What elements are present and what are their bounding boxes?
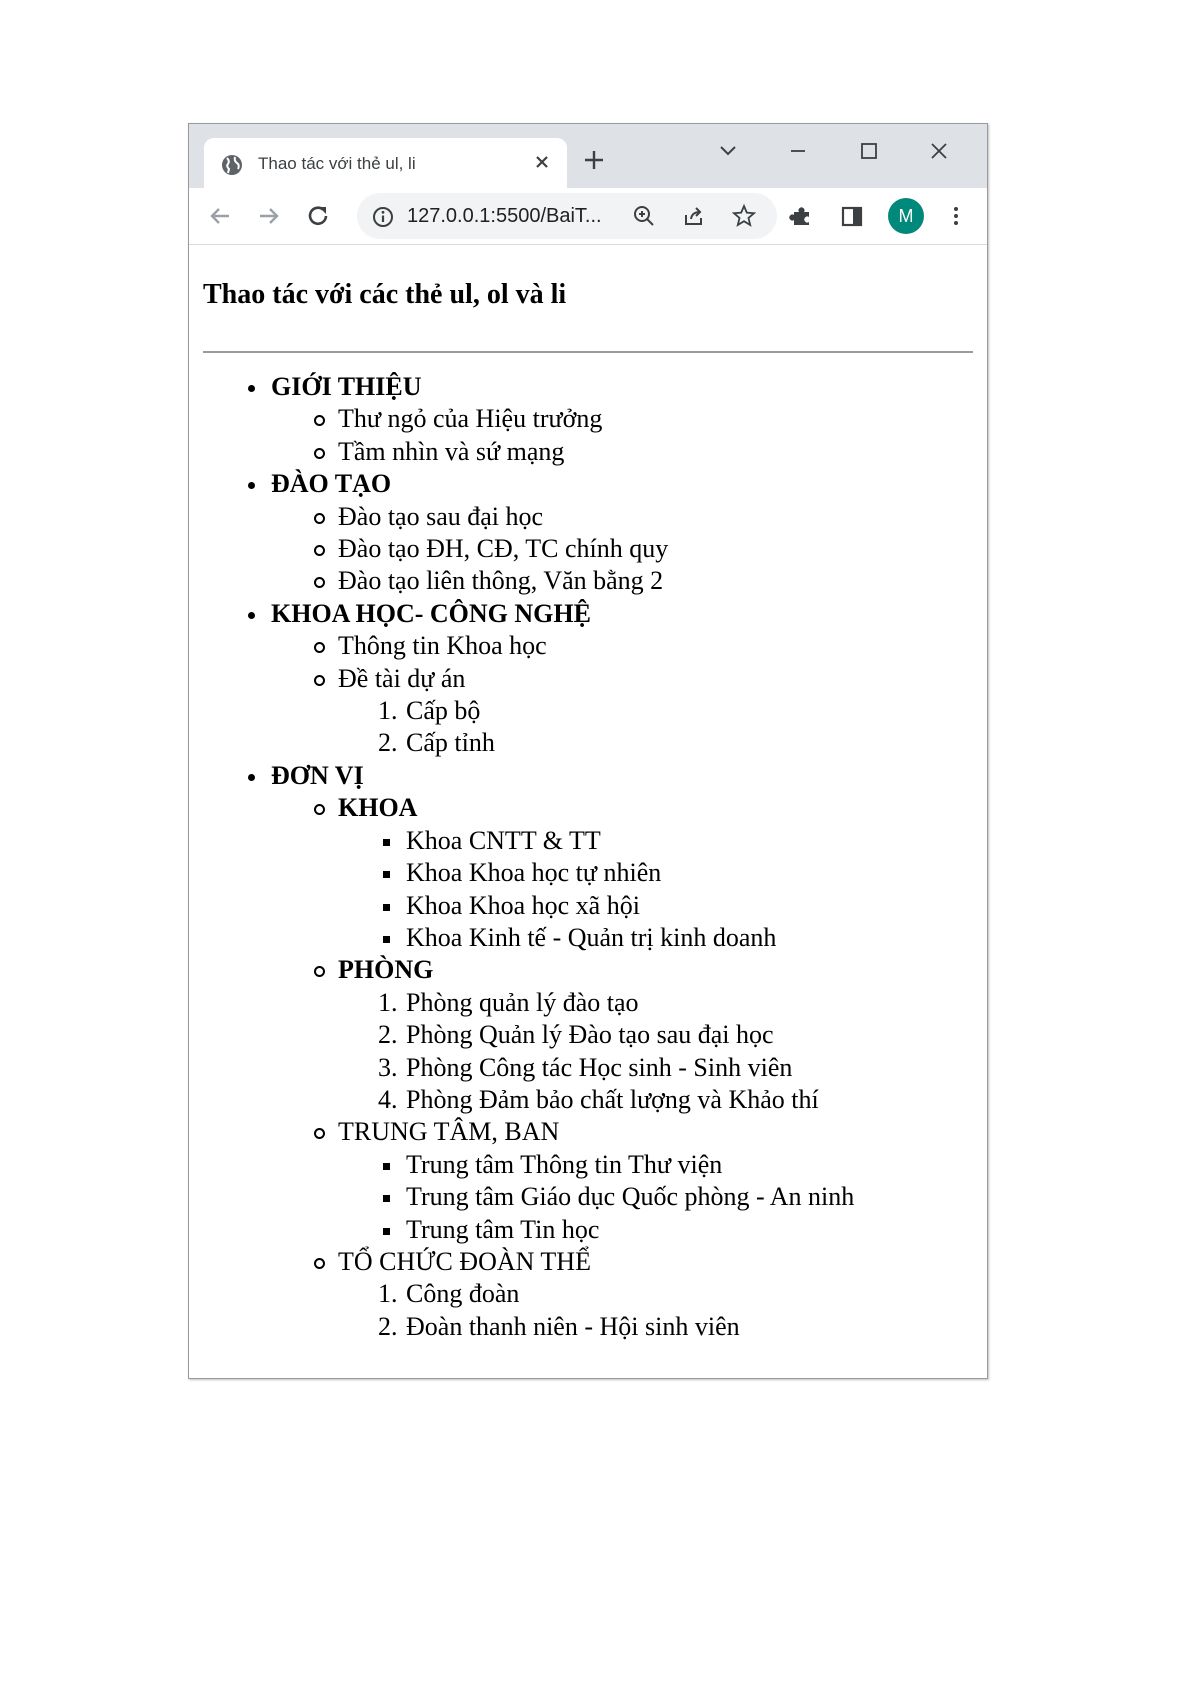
browser-toolbar xyxy=(189,188,987,245)
list-number: 2. xyxy=(378,1020,398,1050)
square-item-label: Khoa CNTT & TT xyxy=(406,825,973,857)
submenu-label: PHÒNG xyxy=(338,954,973,986)
list-number: 1. xyxy=(378,696,398,726)
list-number: 3. xyxy=(378,1052,398,1082)
forward-arrow-icon[interactable] xyxy=(254,201,284,231)
menu-label: ĐƠN VỊ xyxy=(271,760,973,792)
new-tab-icon[interactable] xyxy=(580,146,608,174)
zoom-icon[interactable] xyxy=(629,201,659,231)
more-menu-icon[interactable] xyxy=(941,201,971,231)
submenu-label: Đề tài dự án xyxy=(338,663,973,695)
side-panel-icon[interactable] xyxy=(837,201,867,231)
globe-icon xyxy=(220,153,244,177)
submenu-label: Đào tạo sau đại học xyxy=(338,501,973,533)
submenu-list xyxy=(271,792,973,1343)
submenu-label: TỔ CHỨC ĐOÀN THỂ xyxy=(338,1246,973,1278)
submenu-list xyxy=(271,501,973,598)
square-item-label: Trung tâm Giáo dục Quốc phòng - An ninh xyxy=(406,1181,973,1213)
square-item xyxy=(406,1149,973,1181)
ordered-item xyxy=(378,987,973,1019)
square-item-label: Khoa Kinh tế - Quản trị kinh doanh xyxy=(406,922,973,954)
ordered-item-label: Phòng Đảm bảo chất lượng và Khảo thí xyxy=(406,1084,819,1114)
ordered-item-label: Phòng quản lý đào tạo xyxy=(406,987,639,1017)
back-arrow-icon[interactable] xyxy=(205,201,235,231)
submenu-label: Thư ngỏ của Hiệu trưởng xyxy=(338,403,973,435)
horizontal-rule xyxy=(203,351,973,353)
submenu-label: Thông tin Khoa học xyxy=(338,630,973,662)
menu-item xyxy=(271,598,973,760)
browser-tab[interactable] xyxy=(204,138,567,188)
menu-item xyxy=(271,760,973,1343)
submenu-item xyxy=(338,501,973,533)
page-content xyxy=(189,245,987,1343)
square-item xyxy=(406,890,973,922)
menu-item xyxy=(271,468,973,598)
extensions-puzzle-icon[interactable] xyxy=(787,201,817,231)
submenu-item xyxy=(338,663,973,760)
submenu-label: Đào tạo liên thông, Văn bằng 2 xyxy=(338,565,973,597)
ordered-item xyxy=(378,727,973,759)
submenu-item xyxy=(338,792,973,954)
ordered-item xyxy=(378,1311,973,1343)
submenu-item xyxy=(338,630,973,662)
url-text: 127.0.0.1:5500/BaiT... xyxy=(407,205,602,227)
square-item-label: Khoa Khoa học xã hội xyxy=(406,890,973,922)
profile-avatar[interactable]: M xyxy=(888,198,924,234)
close-window-icon[interactable] xyxy=(924,136,954,166)
minimize-icon[interactable] xyxy=(783,136,813,166)
square-list xyxy=(338,1149,973,1246)
submenu-label: KHOA xyxy=(338,792,973,824)
square-item xyxy=(406,825,973,857)
submenu-item xyxy=(338,1246,973,1343)
ordered-item-label: Cấp bộ xyxy=(406,696,481,726)
ordered-item-label: Công đoàn xyxy=(406,1279,520,1309)
square-item-label: Khoa Khoa học tự nhiên xyxy=(406,857,973,889)
ordered-list xyxy=(338,1278,973,1343)
ordered-item xyxy=(378,1278,973,1310)
menu-label: KHOA HỌC- CÔNG NGHỆ xyxy=(271,598,973,630)
info-icon[interactable] xyxy=(371,205,395,229)
square-list xyxy=(338,825,973,955)
list-number: 1. xyxy=(378,1279,398,1309)
menu-item xyxy=(271,371,973,468)
ordered-item xyxy=(378,1084,973,1116)
submenu-item xyxy=(338,565,973,597)
star-icon[interactable] xyxy=(729,201,759,231)
address-bar[interactable] xyxy=(357,193,777,239)
maximize-icon[interactable] xyxy=(854,136,884,166)
ordered-list xyxy=(338,987,973,1117)
ordered-item xyxy=(378,695,973,727)
share-icon[interactable] xyxy=(679,201,709,231)
reload-icon[interactable] xyxy=(303,201,333,231)
submenu-item xyxy=(338,533,973,565)
submenu-item xyxy=(338,403,973,435)
menu-label: ĐÀO TẠO xyxy=(271,468,973,500)
page-heading: Thao tác với các thẻ ul, ol và li xyxy=(203,279,567,310)
ordered-item xyxy=(378,1052,973,1084)
square-item xyxy=(406,1214,973,1246)
list-number: 2. xyxy=(378,728,398,758)
ordered-item-label: Đoàn thanh niên - Hội sinh viên xyxy=(406,1311,740,1341)
square-item-label: Trung tâm Thông tin Thư viện xyxy=(406,1149,973,1181)
submenu-item xyxy=(338,436,973,468)
list-number: 4. xyxy=(378,1084,398,1114)
submenu-list xyxy=(271,403,973,468)
square-item-label: Trung tâm Tin học xyxy=(406,1214,973,1246)
list-number: 2. xyxy=(378,1311,398,1341)
ordered-item-label: Phòng Công tác Học sinh - Sinh viên xyxy=(406,1052,793,1082)
ordered-item xyxy=(378,1019,973,1051)
list-number: 1. xyxy=(378,987,398,1017)
main-menu-list xyxy=(203,371,973,1343)
menu-label: GIỚI THIỆU xyxy=(271,371,973,403)
submenu-item xyxy=(338,954,973,1116)
tab-title: Thao tác với thẻ ul, li xyxy=(258,154,416,173)
square-item xyxy=(406,922,973,954)
ordered-item-label: Cấp tỉnh xyxy=(406,728,495,758)
chevron-down-icon[interactable] xyxy=(713,136,743,166)
submenu-list xyxy=(271,630,973,760)
ordered-list xyxy=(338,695,973,760)
submenu-label: Đào tạo ĐH, CĐ, TC chính quy xyxy=(338,533,973,565)
browser-window xyxy=(188,123,988,1379)
submenu-label: TRUNG TÂM, BAN xyxy=(338,1116,973,1148)
submenu-label: Tầm nhìn và sứ mạng xyxy=(338,436,973,468)
title-bar xyxy=(189,124,987,188)
ordered-item-label: Phòng Quản lý Đào tạo sau đại học xyxy=(406,1020,774,1050)
submenu-item xyxy=(338,1116,973,1246)
square-item xyxy=(406,857,973,889)
close-tab-icon[interactable] xyxy=(529,149,555,175)
square-item xyxy=(406,1181,973,1213)
